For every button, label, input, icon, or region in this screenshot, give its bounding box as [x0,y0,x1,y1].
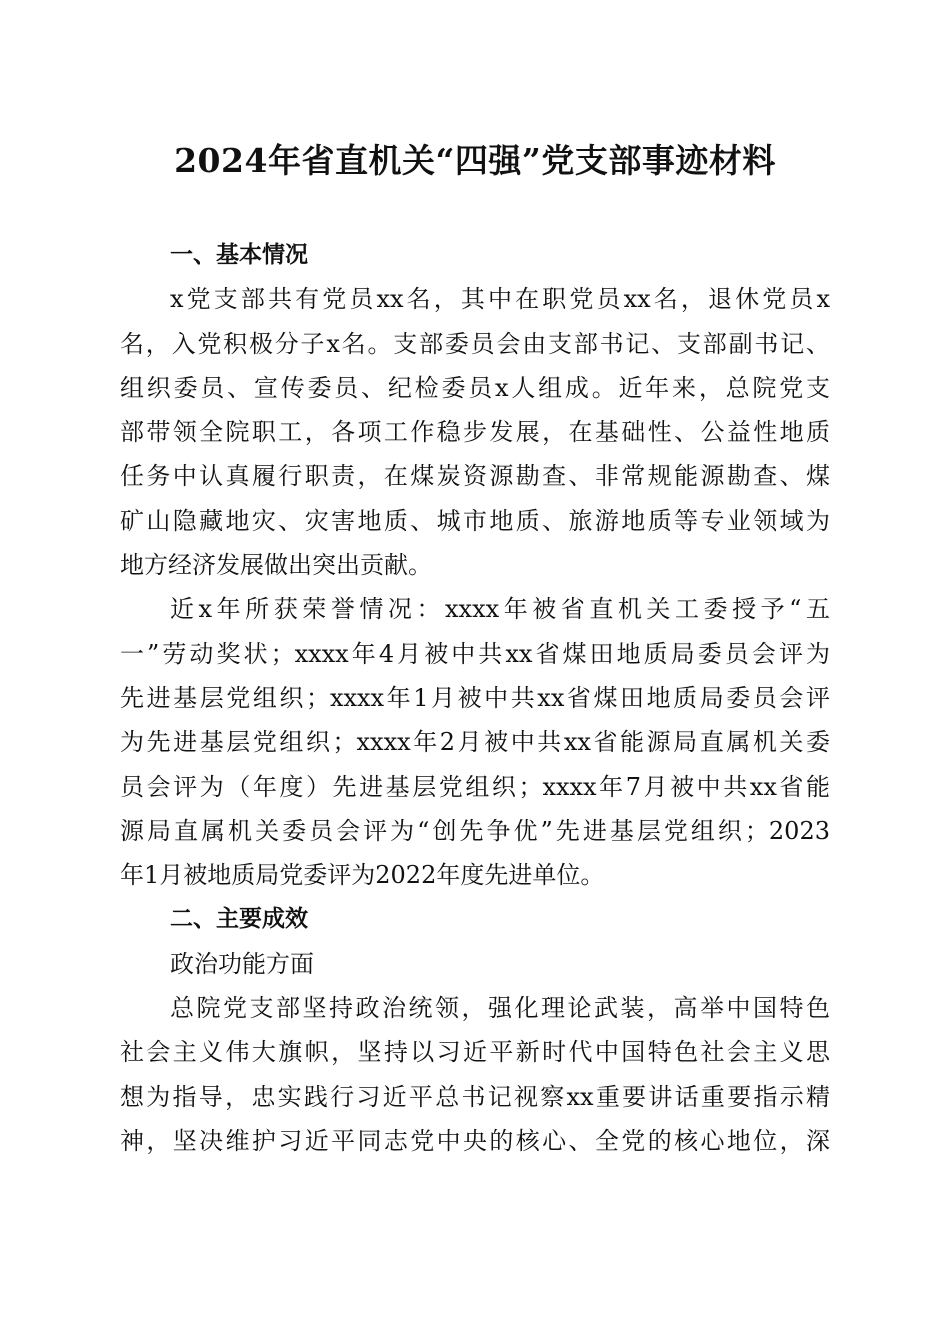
text-line: 地方经济发展做出突出贡献。 [120,551,432,580]
text-line: 神，坚决维护习近平同志党中央的核心、全党的核心地位，深 [120,1126,830,1155]
text-line: 社会主义伟大旗帜，坚持以习近平新时代中国特色社会主义思 [120,1038,830,1067]
paragraph-basic-info [120,277,830,587]
paragraph-political-leadership [120,986,830,1163]
text-line: 一”劳动奖状；xxxx年4月被中共xx省煤田地质局委员会评为 [120,639,830,668]
section-heading-basic-info: 一、基本情况 [170,242,308,268]
text-line: 名，入党积极分子x名。支部委员会由支部书记、支部副书记、 [120,329,830,358]
text-line: 总院党支部坚持政治统领，强化理论武装，高举中国特色 [170,994,830,1023]
text-line: 为先进基层党组织；xxxx年2月被中共xx省能源局直属机关委 [120,728,830,757]
paragraph-honors [120,587,830,897]
text-line: 年1月被地质局党委评为2022年度先进单位。 [120,861,605,890]
text-line: 部带领全院职工，各项工作稳步发展，在基础性、公益性地质 [120,418,830,447]
text-line: 近x年所获荣誉情况：xxxx年被省直机关工委授予“五 [170,595,830,624]
document-title: 2024年省直机关“四强”党支部事迹材料 [174,141,776,180]
text-line: 员会评为（年度）先进基层党组织；xxxx年7月被中共xx省能 [120,772,830,801]
text-line: 源局直属机关委员会评为“创先争优”先进基层党组织；2023 [120,816,830,845]
section-heading-main-results: 二、主要成效 [170,906,308,933]
text-line: x党支部共有党员xx名，其中在职党员xx名，退休党员x [170,285,830,314]
text-line: 政治功能方面 [170,949,314,978]
text-line: 先进基层党组织；xxxx年1月被中共xx省煤田地质局委员会评 [120,683,830,712]
text-line: 组织委员、宣传委员、纪检委员x人组成。近年来，总院党支 [120,373,830,402]
text-line: 矿山隐藏地灾、灾害地质、城市地质、旅游地质等专业领域为 [120,506,830,535]
text-line: 想为指导，忠实践行习近平总书记视察xx重要讲话重要指示精 [120,1082,830,1111]
paragraph-subheading-political-function [120,942,830,986]
text-line: 任务中认真履行职责，在煤炭资源勘查、非常规能源勘查、煤 [120,462,830,491]
document-body [120,233,830,1163]
